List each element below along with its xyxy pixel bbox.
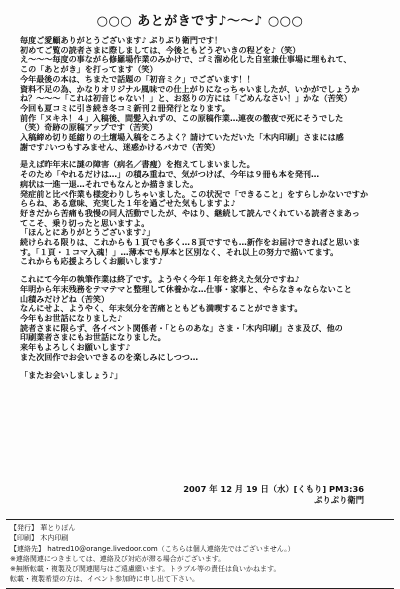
colophon-note: ※連絡関連につきましては、連絡及び対応が滞る場合がございます。 — [10, 554, 226, 563]
text-line: これからも応援よろしくお願いします♪ — [20, 257, 163, 267]
text-line: 謝です♪いつもすみません、迷惑かけるバカで（苦笑） — [20, 142, 220, 152]
text-line: 毎度ご愛顧ありがとうございます♪ ぷりぷり衛門です！ — [20, 36, 223, 45]
text-line: 来年もよろしくお願いします♪ — [20, 343, 131, 353]
text-line: 「またお会いしましょう♪」 — [20, 370, 123, 380]
text-line: 是えば昨年末に謎の障害（病名／書痩）を抱えてしまいました。 — [20, 160, 255, 170]
text-line: 資料不足の為、かなりオリジナル風味での仕上がりになっちゃいましたが、いかがでしょうか — [20, 84, 360, 94]
colophon-note: 転載・複製希望の方は、イベント参加時に申し出て下さい。 — [10, 575, 199, 584]
text-line: 読者さまに限らず、各イベント関係者・「とらのあな」さま・「木内印刷」さま及び、他の — [20, 323, 343, 333]
text-line: 病状は一進一退…それでもなんとか描きました。 — [20, 179, 199, 189]
text-line: 続けられる限りは、これからも１頁でも多く…８頁ですでも…新作をお届けできればと思いま — [20, 238, 361, 248]
text-line: 山積みだけどね（苦笑） — [20, 294, 110, 304]
colophon-printer: 【印刷】 木内印刷 — [10, 534, 69, 543]
text-line: 年明から年末残務をテマテマと整理して休養かな…仕事・家事と、やらなきゃならないこと — [20, 284, 352, 294]
signature-date: 2007 年 12 月 19 日（水）[くもり] PM3:36 — [183, 484, 364, 494]
text-line: 好きだから苦痛も我慢の同人活動でしたが、やはり、継続して読んでくれている読者さまあっ — [20, 208, 360, 218]
signature-block — [183, 484, 364, 506]
text-line: 前作「ヌキネ！４」入稿後、間髪入れずの、この原稿作業…連夜の徹夜で死にそうでした — [20, 113, 344, 123]
text-line: 今年最後の本は、ちまたで話題の「初音ミク」でございます！！ — [20, 74, 255, 84]
text-line: 発症前と比べ作業も様変わりしちゃいました。この状況で「できること」をすらしかないですか — [20, 189, 369, 199]
text-line: そのため「やれるだけは…」の積み重ねで、気がつけば、今年は９冊も本を発刊… — [20, 170, 320, 180]
signature-author: ぷりぷり衛門 — [314, 495, 364, 505]
text-line: （笑）奇跡の原稿アップです（苦笑） — [20, 123, 158, 133]
colophon-contact: 【連絡先】 hatred10@orange.livedoor.com（こちらは個人連絡先ではございません。） — [10, 544, 295, 553]
paragraph-2 — [20, 160, 386, 267]
text-line: 今回も夏コミに引き続き冬コミ新刊２冊発行となります。 — [20, 103, 230, 113]
text-line: ららね、ある意味、充実した１年を過ごせた気もしますよ♪ — [20, 199, 236, 209]
afterword-body — [20, 36, 386, 388]
text-line: 初めてご覧の読者さまに際しましては、今後ともどうぞいきの程どを♪（笑） — [20, 45, 301, 55]
text-line: 入稿締め切り延縮りの土壇場入稿をころよく？請けていただいた「木内印刷」さまには感 — [20, 133, 344, 143]
paragraph-closing — [20, 371, 386, 381]
colophon-publisher: 【発行】 華とりぽん — [10, 524, 76, 532]
text-line: てこそ、乗り切ったと思いますよ。 — [20, 218, 150, 228]
text-line: す。「１頁・１コマ入魂！」…薄本でも厚本と区別なく、それ以上の努力で描いてます。 — [20, 247, 339, 257]
text-line: これにて今年の執筆作業は終了です。ようやく今年１年を終えた気分ですね♪ — [20, 275, 300, 285]
page-title: ○○○ あとがきです♪～～♪ ○○○ — [96, 14, 304, 29]
text-line: なんにせよ、ようやく、年末気分を苦痛とともども満喫することができます。 — [20, 304, 303, 314]
text-line: この「あとがき」を打ってます（笑） — [20, 65, 158, 75]
text-line: ね？～～～「これは初音じゃない！」と、お怒りの方には「ごめんなさい！」かな（苦笑） — [20, 94, 352, 104]
colophon-box — [6, 519, 394, 589]
text-line: 「ほんとにありがとうございます♪」 — [20, 228, 155, 238]
text-line: 今年もお世話になりました♪ — [20, 313, 123, 323]
text-line: また次回作でお会いできるのを楽しみにしつつ… — [20, 352, 199, 362]
paragraph-1 — [20, 36, 386, 152]
colophon-note: ※無断転載・複製及び関連閲与はご遠慮願います。トラブル等の責任は負いかねます。 — [10, 565, 281, 574]
paragraph-3 — [20, 275, 386, 362]
text-line: 印刷業者さまにもお世話になりました。 — [20, 333, 166, 343]
text-line: え～～～毎度の事ながら修羅場作業のみかけで、ゴミ溜め化した自室兼仕事場に埋もれて、 — [20, 55, 352, 65]
